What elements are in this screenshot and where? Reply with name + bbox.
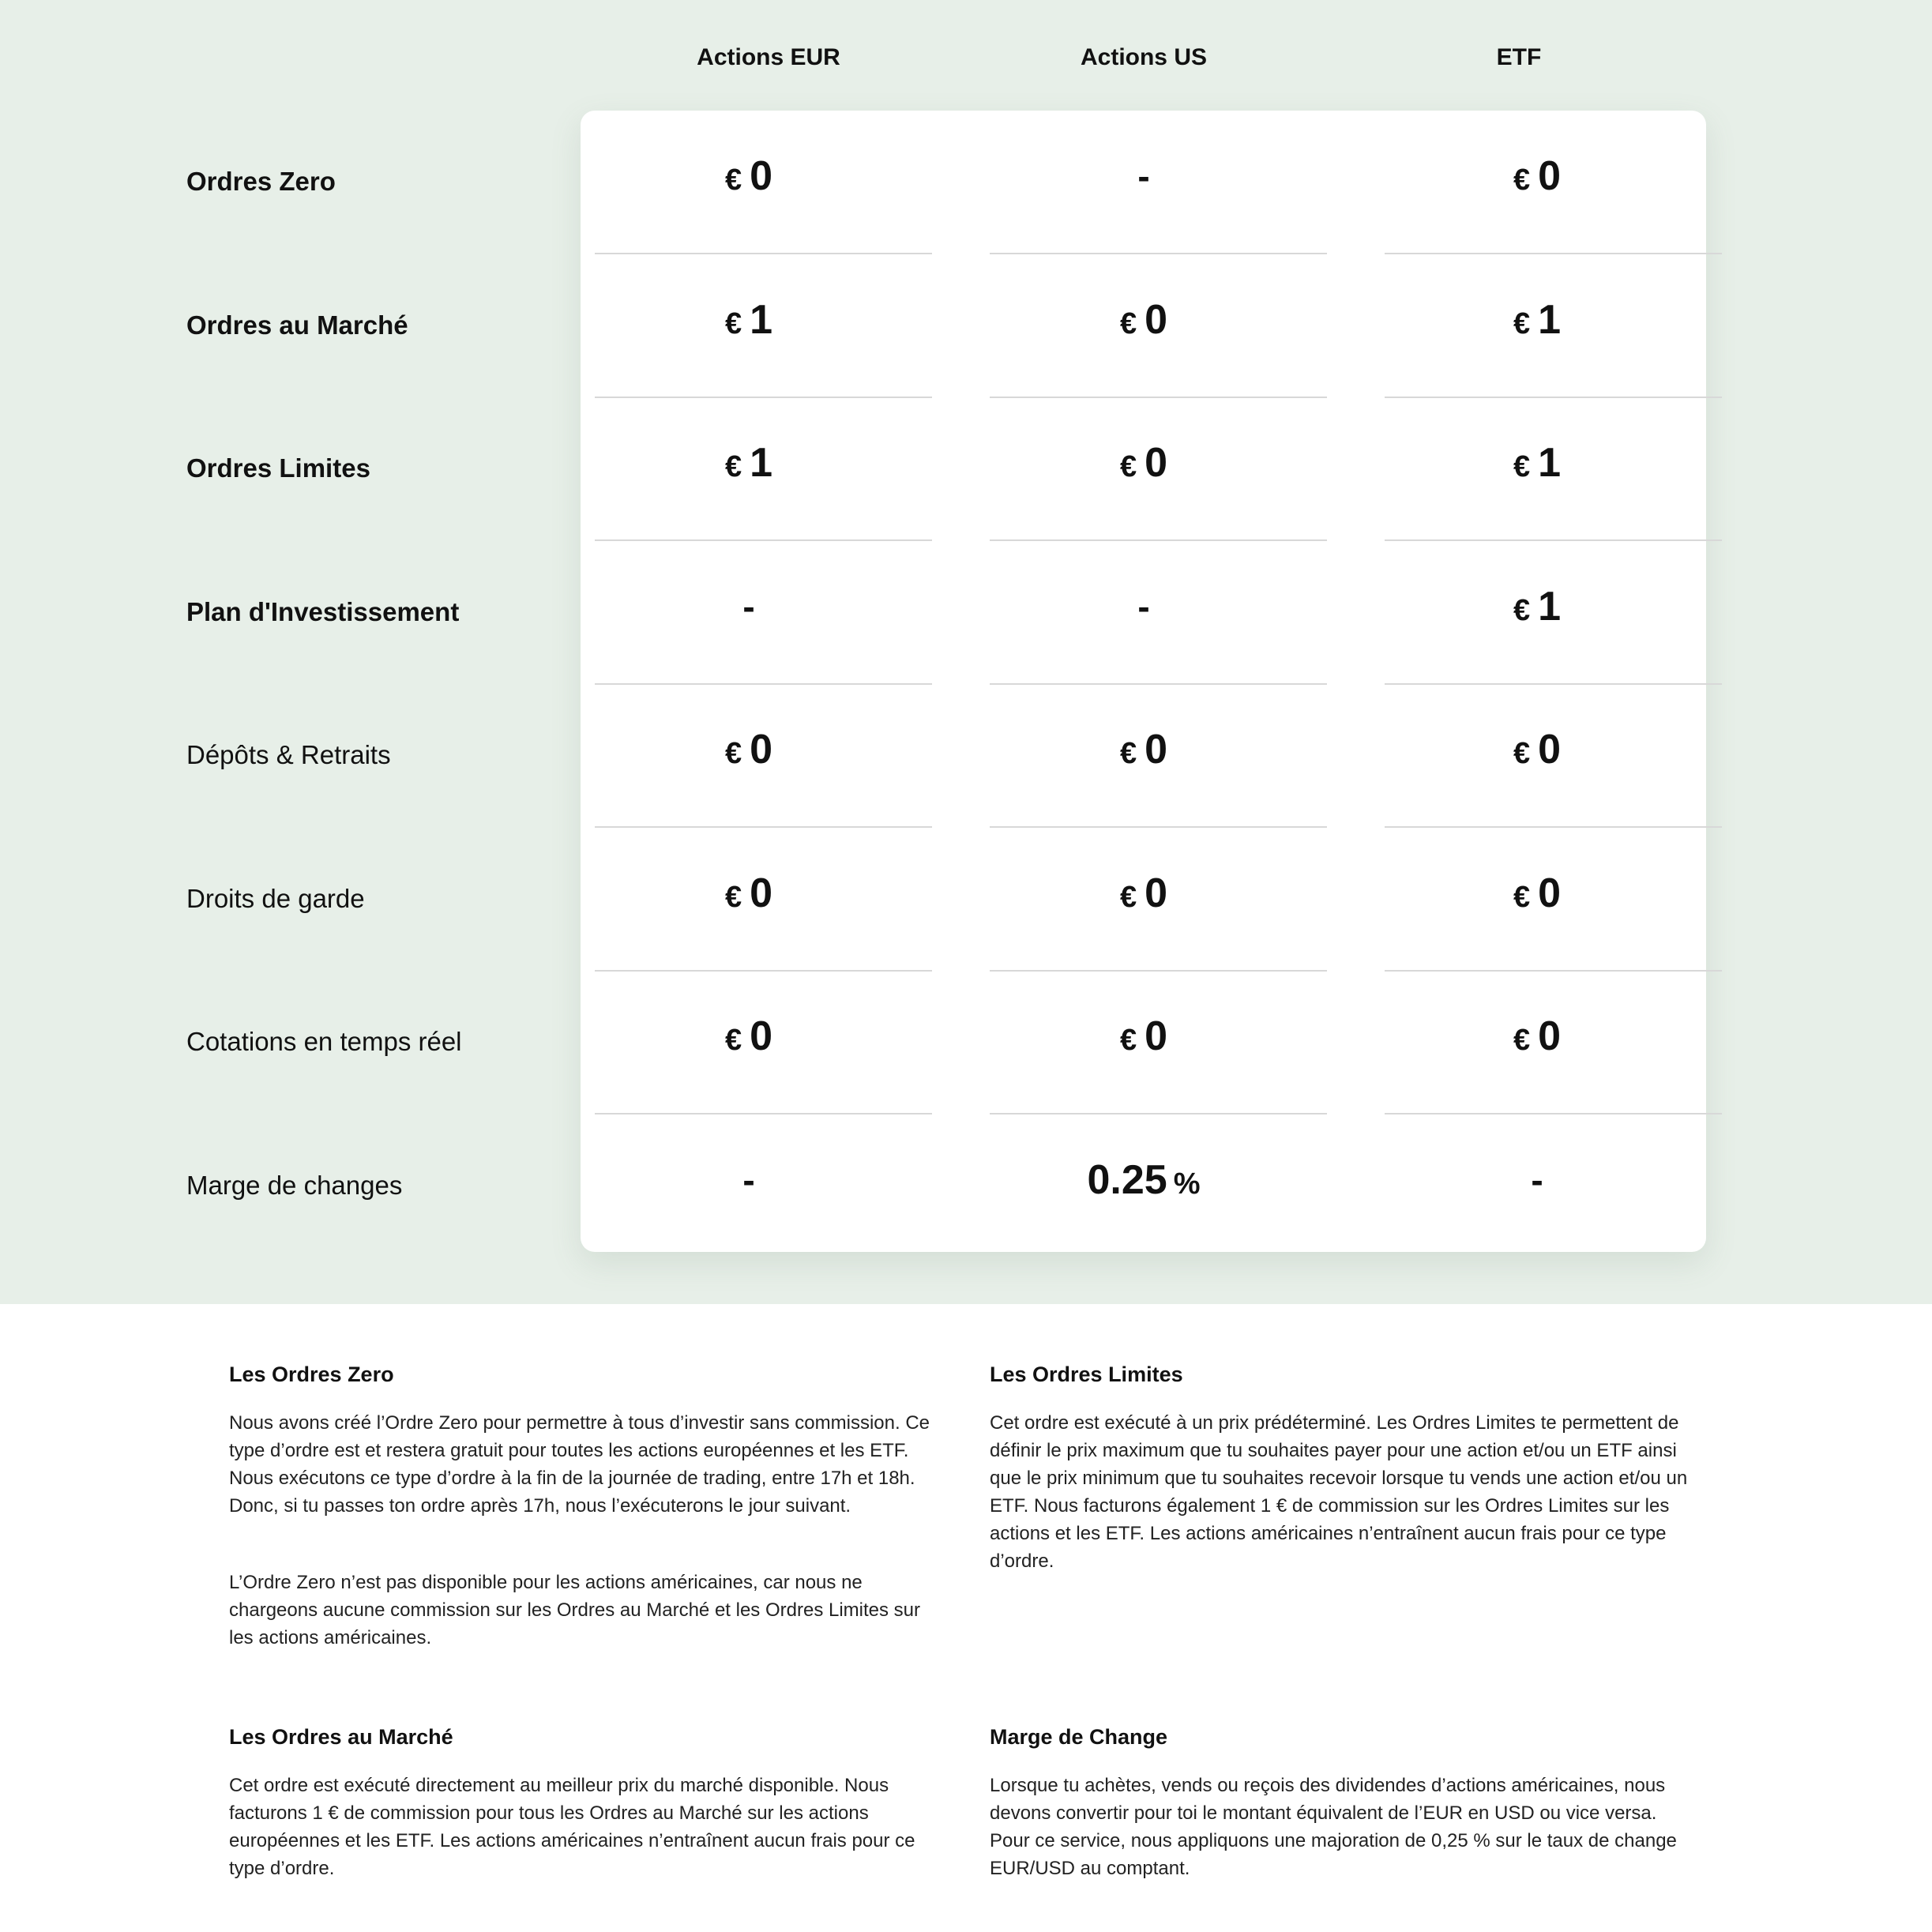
price-value: 0 — [1538, 153, 1562, 199]
currency-symbol: € — [1119, 306, 1137, 340]
currency-symbol: € — [1119, 737, 1137, 770]
note-title-marge-de-change: Marge de Change — [990, 1725, 1168, 1749]
price-value: 0 — [1538, 870, 1562, 916]
currency-symbol: € — [1119, 1024, 1137, 1057]
row-divider — [990, 1113, 1327, 1114]
currency-symbol: € — [1513, 306, 1531, 340]
row-divider — [990, 970, 1327, 972]
price-cell — [579, 585, 919, 628]
currency-symbol: € — [1119, 450, 1137, 483]
row-divider — [1385, 253, 1722, 254]
row-label: Droits de garde — [186, 883, 365, 913]
row-divider — [595, 826, 932, 828]
row-divider — [990, 539, 1327, 541]
price-value: 0 — [1538, 1013, 1562, 1059]
price-value: 0 — [1145, 870, 1168, 916]
price-value: 0 — [1145, 296, 1168, 343]
not-available-dash: - — [1531, 1159, 1543, 1201]
price-value: 0 — [750, 727, 773, 772]
currency-symbol: € — [1513, 450, 1531, 483]
price-cell — [1367, 870, 1707, 917]
currency-symbol: € — [1513, 164, 1531, 197]
price-value: 0 — [1538, 727, 1562, 772]
row-divider — [1385, 397, 1722, 398]
price-value: 0 — [1145, 440, 1168, 486]
currency-symbol: € — [1513, 880, 1531, 914]
price-cell — [579, 1013, 919, 1060]
price-cell — [974, 439, 1314, 487]
price-value: 0 — [750, 153, 773, 199]
price-cell — [579, 296, 919, 344]
price-cell — [579, 726, 919, 773]
price-cell — [1367, 152, 1707, 200]
currency-symbol: € — [724, 880, 742, 914]
price-cell — [1367, 439, 1707, 487]
row-label: Dépôts & Retraits — [186, 740, 391, 769]
row-label: Cotations en temps réel — [186, 1027, 462, 1056]
row-label: Marge de changes — [186, 1170, 403, 1200]
row-label: Ordres Zero — [186, 167, 336, 196]
currency-symbol: € — [724, 164, 742, 197]
row-label: Ordres Limites — [186, 453, 370, 483]
currency-symbol: € — [1119, 880, 1137, 914]
note-paragraph-ordres-zero-1: Nous avons créé l’Ordre Zero pour permettre à tous d’investir sans commission. Ce type d’ordre est et restera gratuit pour toutes les actions européennes et les ETF. Nous exécutons ce type d’ordre à la fin de la journée de trading, entre 17h et 18h. Donc, si tu passes ton ordre après 17h, nous l’exécuterons le jour suivant. — [229, 1412, 930, 1517]
row-divider — [1385, 826, 1722, 828]
price-value: 1 — [1538, 296, 1562, 343]
row-divider — [595, 683, 932, 685]
currency-symbol: € — [1513, 593, 1531, 627]
row-divider — [595, 1113, 932, 1114]
not-available-dash: - — [1137, 585, 1150, 627]
row-divider — [595, 397, 932, 398]
currency-symbol: € — [724, 306, 742, 340]
row-divider — [595, 253, 932, 254]
row-divider — [990, 826, 1327, 828]
price-cell — [579, 1159, 919, 1201]
column-header-actions-us: Actions US — [1080, 44, 1208, 70]
price-cell — [974, 1013, 1314, 1060]
price-value: 1 — [750, 296, 773, 343]
price-cell — [974, 585, 1314, 628]
row-divider — [990, 253, 1327, 254]
note-title-ordres-au-marche: Les Ordres au Marché — [229, 1725, 453, 1749]
row-divider — [1385, 1113, 1722, 1114]
price-cell — [1367, 1159, 1707, 1201]
row-divider — [1385, 683, 1722, 685]
note-paragraph-marge-de-change: Lorsque tu achètes, vends ou reçois des dividendes d’actions américaines, nous devons convertir pour toi le montant équivalent de l’EUR en USD ou vice versa. Pour ce service, nous appliquons une majoration de 0,25 % sur le taux de change EUR/USD au comptant. — [990, 1775, 1677, 1879]
price-cell — [1367, 726, 1707, 773]
price-cell — [579, 439, 919, 487]
column-header-actions-eur: Actions EUR — [697, 44, 840, 70]
row-divider — [1385, 539, 1722, 541]
price-cell — [974, 155, 1314, 197]
note-title-ordres-zero: Les Ordres Zero — [229, 1363, 394, 1386]
row-label: Ordres au Marché — [186, 310, 408, 340]
pricing-table-card — [581, 111, 1706, 1252]
row-divider — [595, 539, 932, 541]
price-value: 1 — [750, 440, 773, 486]
note-paragraph-ordres-zero-2: L’Ordre Zero n’est pas disponible pour les actions américaines, car nous ne chargeons aucune commission sur les Ordres au Marché et les Ordres Limites sur les actions américaines. — [229, 1572, 921, 1648]
column-header-etf: ETF — [1496, 44, 1542, 70]
price-cell — [974, 1156, 1314, 1204]
currency-symbol: € — [1513, 737, 1531, 770]
price-value: 0 — [750, 1013, 773, 1059]
note-title-ordres-limites: Les Ordres Limites — [990, 1363, 1183, 1386]
price-value: 0 — [750, 870, 773, 916]
row-divider — [595, 970, 932, 972]
not-available-dash: - — [742, 1159, 755, 1201]
currency-symbol: € — [1513, 1024, 1531, 1057]
currency-symbol: € — [724, 1024, 742, 1057]
currency-symbol: € — [724, 450, 742, 483]
note-paragraph-ordres-au-marche: Cet ordre est exécuté directement au meilleur prix du marché disponible. Nous facturons 1 € de commission pour tous les Ordres au Marché sur les actions européennes et les ETF. Les actions américaines n’entraînent aucun frais pour ce type d’ordre. — [229, 1775, 915, 1879]
price-value: 0.25 — [1087, 1156, 1167, 1203]
row-divider — [1385, 970, 1722, 972]
price-cell — [974, 296, 1314, 344]
not-available-dash: - — [742, 585, 755, 627]
price-cell — [1367, 296, 1707, 344]
row-divider — [990, 397, 1327, 398]
price-value: 1 — [1538, 440, 1562, 486]
row-divider — [990, 683, 1327, 685]
not-available-dash: - — [1137, 156, 1150, 197]
price-value: 1 — [1538, 583, 1562, 630]
price-value: 0 — [1145, 727, 1168, 772]
price-cell — [579, 152, 919, 200]
price-cell — [974, 870, 1314, 917]
price-cell — [974, 726, 1314, 773]
price-cell — [1367, 583, 1707, 630]
price-value: 0 — [1145, 1013, 1168, 1059]
percent-unit: % — [1173, 1167, 1201, 1201]
price-cell — [1367, 1013, 1707, 1060]
note-paragraph-ordres-limites: Cet ordre est exécuté à un prix prédéterminé. Les Ordres Limites te permettent de définir le prix maximum que tu souhaites payer pour une action et/ou un ETF ainsi que le prix minimum que tu souhaites recevoir lorsque tu vends une action et/ou un ETF. Nous facturons également 1 € de commission sur les Ordres Limites sur les actions et les ETF. Les actions américaines n’entraînent aucun frais pour ce type d’ordre. — [990, 1412, 1688, 1572]
currency-symbol: € — [724, 737, 742, 770]
row-label: Plan d'Investissement — [186, 596, 460, 626]
price-cell — [579, 870, 919, 917]
